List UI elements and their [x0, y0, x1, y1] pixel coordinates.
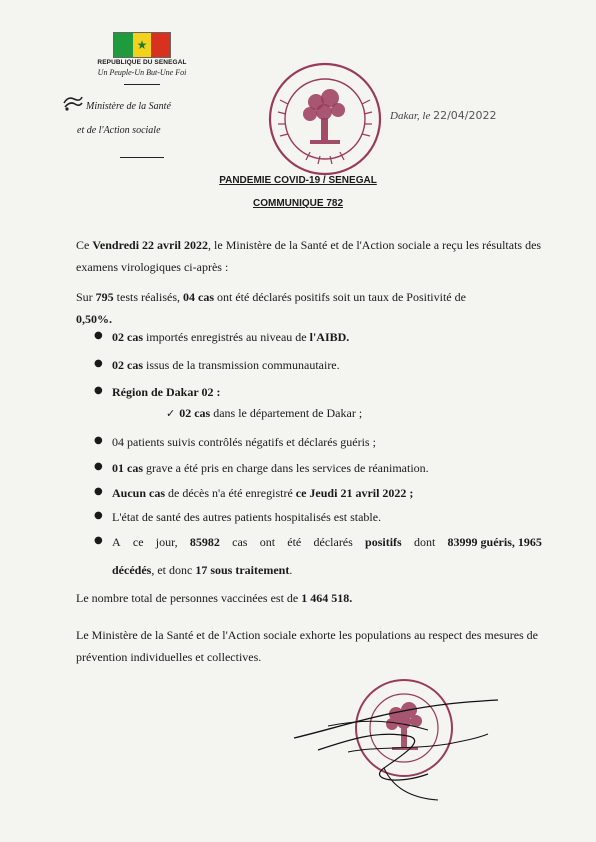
- total-text: ce: [132, 535, 144, 549]
- senegal-flag-icon: [113, 32, 171, 58]
- deaths-text: de décès n'a été enregistré: [165, 486, 296, 500]
- department-item: [166, 406, 362, 421]
- total-text: A: [112, 535, 121, 549]
- positivity-rate: 0,50%.: [76, 312, 112, 326]
- vaccination-text: Le nombre total de personnes vaccinées est de: [76, 591, 302, 605]
- tests-text: tests réalisés,: [113, 290, 183, 304]
- cured-text: 04 patients suivis contrôlés négatifs et déclarés guéris ;: [112, 435, 376, 449]
- severe-text: grave a été pris en charge dans les services de réanimation.: [143, 461, 429, 475]
- bullet-icon: ●: [94, 435, 103, 446]
- deaths-date: ce Jeudi 21 avril 2022 ;: [295, 486, 414, 500]
- positive-count: 04 cas: [183, 290, 214, 304]
- closing-paragraph: Le Ministère de la Santé et de l'Action sociale exhorte les populations au respect des mesures de prévention individuelles et collectives.: [76, 628, 539, 664]
- imported-count: 02 cas: [112, 330, 143, 344]
- star-icon: ★: [136, 38, 148, 52]
- dateline: [390, 109, 496, 122]
- bullet-icon: ●: [94, 535, 103, 546]
- total-text: ont: [259, 535, 276, 549]
- tests-paragraph: [76, 286, 546, 330]
- bullet-icon: ●: [94, 486, 103, 497]
- stable-text: L'état de santé des autres patients hospitalisés est stable.: [112, 510, 382, 524]
- bullet-icon: ●: [94, 358, 103, 369]
- total-deaths-label: décédés: [112, 563, 152, 577]
- vaccination-total: 1 464 518.: [301, 591, 353, 605]
- under-treatment: 17 sous traitement: [195, 563, 290, 577]
- dept-count: 02 cas: [179, 406, 211, 420]
- total-text: déclarés: [313, 535, 353, 549]
- ministry-stamp-icon: [266, 60, 384, 178]
- tests-count: 795: [95, 290, 114, 304]
- bullet-icon: ●: [94, 385, 103, 396]
- divider: [124, 84, 160, 85]
- republic-name: REPUBLIQUE DU SENEGAL: [97, 59, 187, 66]
- ministry-emblem-icon: [62, 94, 84, 112]
- date-prefix: Dakar, le: [390, 110, 431, 122]
- region-label: Région de Dakar 02 :: [112, 385, 221, 399]
- bullet-icon: ●: [94, 461, 103, 472]
- total-text: été: [287, 535, 302, 549]
- checkmark-icon: ✓: [166, 407, 176, 420]
- intro-text: Ce: [76, 238, 93, 252]
- imported-text: importés enregistrés au niveau de: [143, 330, 310, 344]
- deaths-count: Aucun cas: [112, 486, 166, 500]
- divider: [120, 157, 164, 158]
- total-text: jour,: [155, 535, 178, 549]
- ministry-name-line2: et de l'Action sociale: [77, 125, 161, 136]
- national-motto: Un Peuple-Un But-Une Foi: [97, 68, 187, 77]
- total-positive-label: positifs: [365, 535, 402, 549]
- total-text: .: [289, 563, 293, 577]
- intro-date: Vendredi 22 avril 2022: [92, 238, 209, 252]
- dept-text: dans le département de Dakar ;: [210, 406, 363, 420]
- total-text: cas: [232, 535, 248, 549]
- bullet-icon: ●: [94, 510, 103, 521]
- severe-count: 01 cas: [112, 461, 143, 475]
- total-cured-deaths: 83999 guéris, 1965: [447, 535, 542, 549]
- imported-airport: l'AIBD.: [309, 330, 350, 344]
- date-value: 22/04/2022: [433, 109, 497, 122]
- community-count: 02 cas: [112, 358, 143, 372]
- vaccination-paragraph: [76, 591, 352, 606]
- total-text: , et donc: [151, 563, 196, 577]
- intro-text: , le Ministère de la Santé et de l'Action sociale a reçu les résultats des examens virologiques ci-après :: [76, 238, 542, 274]
- tests-text: Sur: [76, 290, 96, 304]
- intro-paragraph: [76, 234, 546, 278]
- bullet-icon: ●: [94, 330, 103, 341]
- signature-icon: [288, 690, 508, 810]
- total-text: dont: [413, 535, 436, 549]
- community-text: issus de la transmission communautaire.: [143, 358, 340, 372]
- tests-text: ont été déclarés positifs soit un taux de Positivité de: [214, 290, 466, 304]
- total-cases: 85982: [189, 535, 220, 549]
- communique-number: COMMUNIQUE 782: [252, 198, 343, 209]
- document-title: PANDEMIE COVID-19 / SENEGAL: [219, 175, 377, 186]
- ministry-name-line1: Ministère de la Santé: [86, 101, 171, 112]
